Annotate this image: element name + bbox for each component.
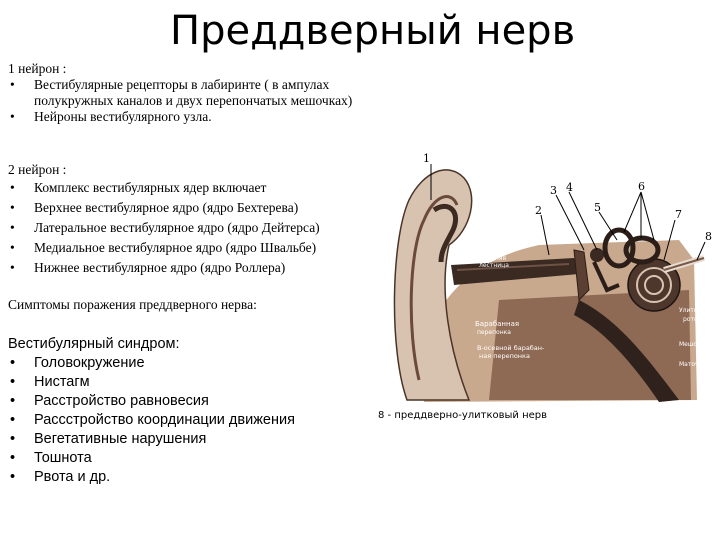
syndrome-item: • Рассстройство координации движения: [8, 411, 358, 430]
syndrome-item: • Рвота и др.: [8, 468, 358, 487]
figure-label: Улитковый: [679, 307, 714, 314]
syndrome-item: • Нистагм: [8, 373, 358, 392]
figure-number: 6: [638, 180, 645, 193]
syndrome-item: • Тошнота: [8, 449, 358, 468]
symptoms-heading: Симптомы поражения преддверного нерва:: [8, 297, 257, 312]
neuron2-item: • Верхнее вестибулярное ядро (ядро Бехтерева): [8, 200, 388, 216]
figure-label: перепонка: [477, 329, 511, 336]
neuron1-section: [8, 61, 353, 125]
figure-number: 1: [423, 152, 430, 165]
figure-caption: 8 - преддверно-улитковый нерв: [378, 410, 548, 421]
figure-number: 4: [566, 181, 573, 194]
neuron1-item: • Вестибулярные рецепторы в лабиринте ( в ампулах полукружных каналов и двух перепончатых мешочках): [8, 77, 353, 109]
figure-number: 5: [594, 201, 601, 214]
figure-number: 8: [705, 230, 712, 243]
figure-number: 7: [675, 208, 682, 221]
page-title: Преддверный нерв: [170, 8, 576, 54]
neuron1-item: • Нейроны вестибулярного узла.: [8, 109, 353, 125]
figure-number: 3: [550, 184, 557, 197]
syndrome-section: [8, 335, 358, 487]
figure-label: В-осевной барабан-: [477, 344, 545, 352]
figure-number: 2: [535, 204, 542, 217]
neuron2-item: • Латеральное вестибулярное ядро (ядро Дейтерса): [8, 220, 388, 236]
neuron2-section: [8, 162, 388, 276]
neuron2-item: • Комплекс вестибулярных ядер включает: [8, 180, 388, 196]
figure-label: ная перепонка: [479, 352, 530, 360]
ear-anatomy-illustration: [379, 150, 715, 406]
figure-label: Средняя: [479, 255, 506, 262]
syndrome-item: • Расстройство равновесия: [8, 392, 358, 411]
figure-label: лестница: [479, 262, 509, 269]
syndrome-heading: Вестибулярный синдром:: [8, 336, 180, 352]
syndrome-item: • Вегетативные нарушения: [8, 430, 358, 449]
neuron2-heading: 2 нейрон :: [8, 162, 67, 177]
neuron1-heading: 1 нейрон :: [8, 61, 67, 76]
figure-label: Маточка: [679, 361, 706, 368]
syndrome-item: • Головокружение: [8, 354, 358, 373]
neuron2-item: • Медиальное вестибулярное ядро (ядро Швальбе): [8, 240, 388, 256]
figure-label: Мешочек: [679, 341, 708, 348]
neuron2-item: • Нижнее вестибулярное ядро (ядро Роллера): [8, 260, 388, 276]
figure-label: ротон: [683, 316, 702, 323]
figure-label: Барабанная: [475, 320, 520, 328]
